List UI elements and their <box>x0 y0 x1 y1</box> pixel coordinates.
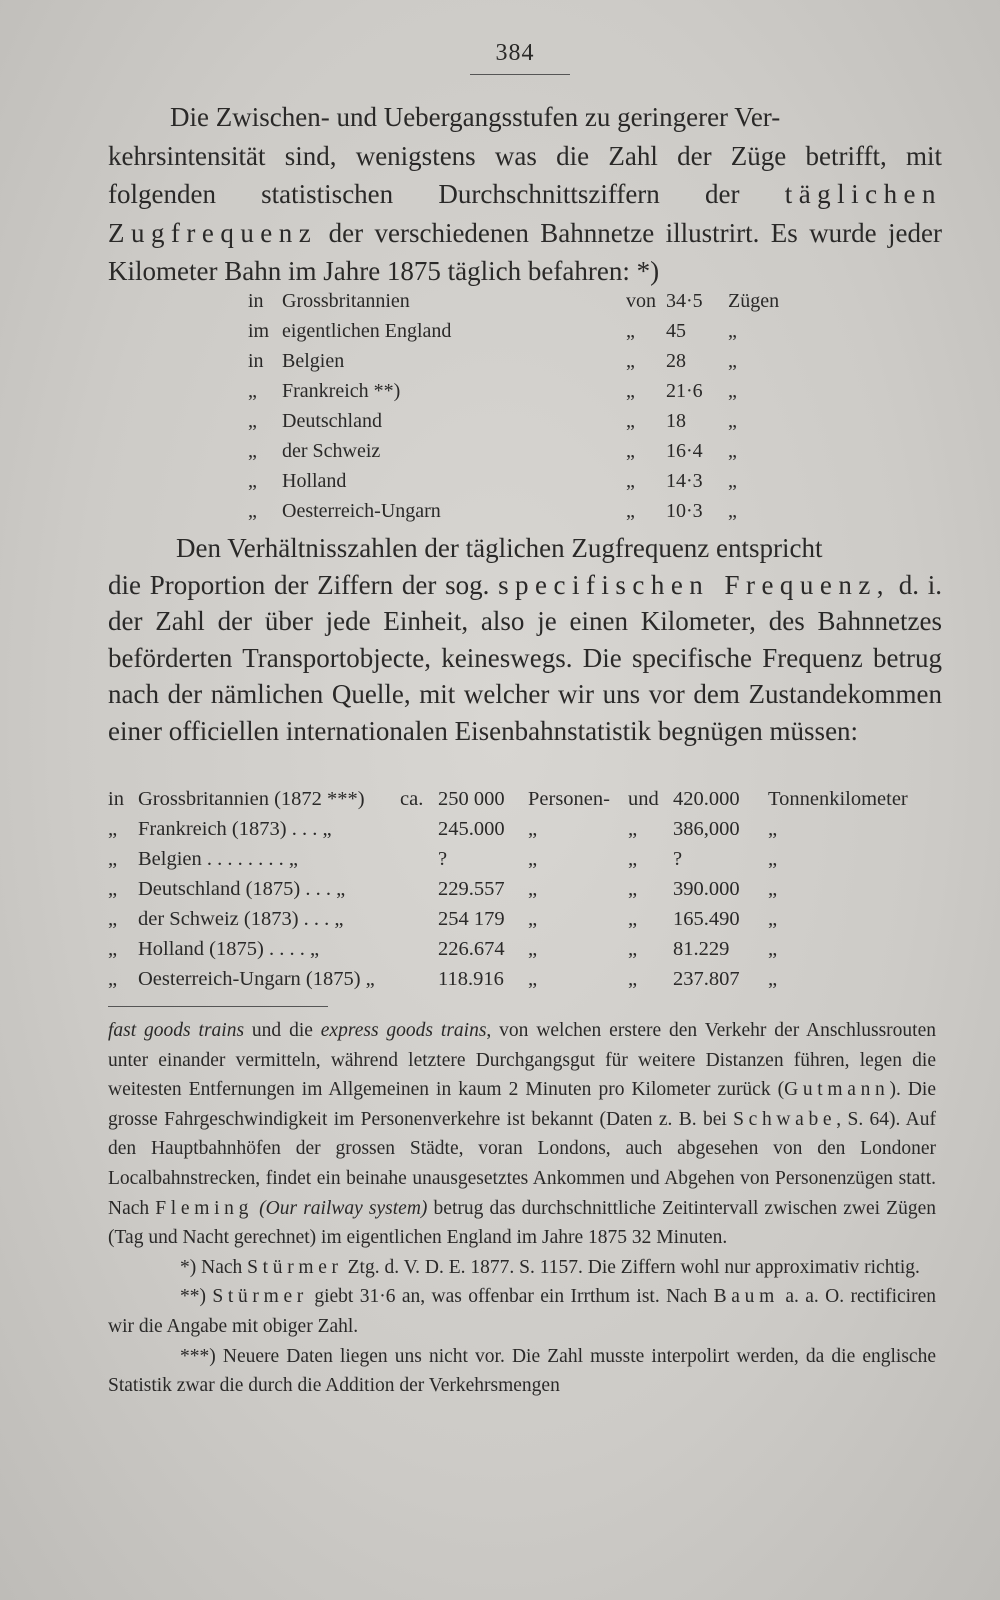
row-conjunction: „ <box>628 908 638 930</box>
daily-trains-row <box>248 470 848 500</box>
row-country: Belgien . . . . . . . . „ <box>138 848 298 870</box>
footnote-1 <box>108 1253 936 1283</box>
mid-line: welcher wir uns vor dem Zustandekommen einer officiellen <box>108 679 943 746</box>
specific-frequency-table <box>108 788 948 998</box>
intro-line: der verschiedenen Bahnnetze illustrirt. Es <box>317 217 798 248</box>
row-country: Grossbritannien <box>282 290 410 312</box>
row-persons-label: „ <box>528 938 538 960</box>
footnotes <box>108 1016 936 1401</box>
row-prefix: „ <box>248 500 257 522</box>
daily-trains-row <box>248 440 848 470</box>
daily-trains-row <box>248 320 848 350</box>
row-unit: „ <box>728 470 737 492</box>
page-number-rule <box>470 74 570 75</box>
row-tonnes-label: Tonnenkilometer <box>768 788 908 810</box>
footnote-continuation <box>108 1016 936 1253</box>
row-country: Frankreich (1873) . . . „ <box>138 818 332 840</box>
row-tonnes-label: „ <box>768 968 778 990</box>
row-prefix: „ <box>108 968 118 990</box>
row-preposition: „ <box>626 470 635 492</box>
row-country: Holland <box>282 470 347 492</box>
intro-line: Die Zwischen- und Uebergangsstufen zu geringerer Ver- <box>170 102 781 132</box>
row-persons-value: 226.674 <box>438 938 505 960</box>
footnote-author: Stürmer <box>247 1256 343 1278</box>
footnote-text: giebt 31·6 an, was offenbar ein Irrthum ist. Nach <box>307 1286 714 1308</box>
row-unit: „ <box>728 500 737 522</box>
mid-line: die Proportion der Ziffern der sog. <box>108 569 499 600</box>
row-conjunction: „ <box>628 818 638 840</box>
specific-frequency-row <box>108 788 948 818</box>
row-persons-label: „ <box>528 908 538 930</box>
daily-trains-row <box>248 290 848 320</box>
row-persons-value: 229.557 <box>438 878 505 900</box>
daily-trains-row <box>248 500 848 530</box>
row-persons-value: ? <box>438 848 448 870</box>
row-prefix: in <box>108 788 124 810</box>
row-preposition: „ <box>626 440 635 462</box>
row-tonnes-label: „ <box>768 908 778 930</box>
row-country: Frankreich **) <box>282 380 401 402</box>
specific-frequency-row <box>108 878 948 908</box>
row-value: 34·5 <box>666 290 703 312</box>
row-prefix: „ <box>248 380 257 402</box>
row-conjunction: „ <box>628 848 638 870</box>
footnote-italic: express goods trains <box>320 1020 487 1041</box>
row-value: 21·6 <box>666 380 703 402</box>
row-prefix: „ <box>108 818 118 840</box>
row-preposition: „ <box>626 350 635 372</box>
intro-line: mit folgenden statistischen Durchschnittsziffern der <box>108 140 943 209</box>
row-unit: „ <box>728 320 737 342</box>
row-prefix: „ <box>108 848 118 870</box>
row-approx: ca. <box>400 788 424 810</box>
row-preposition: „ <box>626 320 635 342</box>
row-tonnes-value: 420.000 <box>673 788 740 810</box>
row-tonnes-label: „ <box>768 878 778 900</box>
row-unit: „ <box>728 380 737 402</box>
mid-line: des Bahnnetzes beförderten Transportobjecte, keineswegs. Die <box>108 606 942 673</box>
row-country: der Schweiz <box>282 440 381 462</box>
row-persons-label: „ <box>528 848 538 870</box>
row-prefix: „ <box>108 878 118 900</box>
row-tonnes-label: „ <box>768 818 778 840</box>
row-value: 16·4 <box>666 440 703 462</box>
row-unit: „ <box>728 440 737 462</box>
row-prefix: in <box>248 290 264 312</box>
row-tonnes-value: 390.000 <box>673 878 740 900</box>
row-value: 10·3 <box>666 500 703 522</box>
mid-line: d. i. der Zahl der über jede Einheit, also je einen Kilometer, <box>108 569 942 636</box>
footnote-text: , von welchen erstere den Verkehr der Anschlussrouten unter einander vermitteln, während letztere Durchgangsgut für weitere Distanzen führen, legen die weitesten Entfernungen im Allgemeinen in kaum 2 Minuten pro Kilometer zurück ( <box>108 1020 936 1101</box>
row-value: 45 <box>666 320 686 342</box>
row-value: 28 <box>666 350 686 372</box>
row-tonnes-value: 237.807 <box>673 968 740 990</box>
daily-trains-row <box>248 350 848 380</box>
footnote-author: Fleming <box>155 1197 254 1219</box>
intro-emphasis: Zugfrequenz <box>108 217 318 248</box>
daily-trains-row <box>248 380 848 410</box>
row-tonnes-value: 81.229 <box>673 938 730 960</box>
row-persons-value: 254 179 <box>438 908 505 930</box>
daily-trains-table <box>248 290 848 530</box>
intro-paragraph <box>108 98 942 291</box>
row-prefix: im <box>248 320 270 342</box>
row-country: Oesterreich-Ungarn <box>282 500 441 522</box>
intro-emphasis: täglichen <box>784 179 942 209</box>
row-tonnes-value: ? <box>673 848 683 870</box>
row-country: Oesterreich-Ungarn (1875) „ <box>138 968 375 990</box>
row-prefix: „ <box>248 410 257 432</box>
row-prefix: „ <box>248 470 257 492</box>
row-preposition: von <box>626 290 656 312</box>
row-value: 18 <box>666 410 686 432</box>
footnote-text: a. a. O. rectificiren wir die Angabe mit obiger Zahl. <box>108 1286 936 1337</box>
footnote-italic: fast goods trains <box>108 1020 245 1041</box>
mid-emphasis: specifischen Frequenz, <box>498 569 891 600</box>
row-country: Holland (1875) . . . . „ <box>138 938 320 960</box>
row-tonnes-value: 386,000 <box>673 818 740 840</box>
footnote-author: Stürmer <box>212 1286 308 1308</box>
row-prefix: in <box>248 350 264 372</box>
footnote-author: Schwabe <box>733 1108 837 1130</box>
specific-frequency-row <box>108 818 948 848</box>
row-unit: Zügen <box>728 290 780 312</box>
row-preposition: „ <box>626 380 635 402</box>
intro-line: kehrsintensität sind, wenigstens was die Zahl der Züge betrifft, <box>108 140 887 171</box>
row-persons-label: Personen- <box>528 788 610 810</box>
row-prefix: „ <box>108 908 118 930</box>
row-country: Deutschland <box>282 410 382 432</box>
row-prefix: „ <box>108 938 118 960</box>
footnote-3: ***) Neuere Daten liegen uns nicht vor. Die Zahl musste interpolirt werden, da die englische Statistik zwar die durch die Addition der Verkehrsmengen <box>108 1345 936 1397</box>
row-unit: „ <box>728 410 737 432</box>
row-conjunction: „ <box>628 938 638 960</box>
mid-line: specifische Frequenz betrug nach der nämlichen Quelle, mit <box>108 642 942 709</box>
row-country: Belgien <box>282 350 345 372</box>
daily-trains-row <box>248 410 848 440</box>
row-persons-value: 245.000 <box>438 818 505 840</box>
footnote-rule <box>108 1006 328 1007</box>
page-number: 384 <box>495 40 535 66</box>
footnote-text: *) Nach <box>180 1256 248 1278</box>
row-value: 14·3 <box>666 470 703 492</box>
row-tonnes-label: „ <box>768 938 778 960</box>
mid-line: Den Verhältnisszahlen der täglichen Zugfrequenz entspricht <box>176 533 823 563</box>
row-conjunction: „ <box>628 878 638 900</box>
specific-frequency-row <box>108 908 948 938</box>
row-unit: „ <box>728 350 737 372</box>
row-country: Grossbritannien (1872 ***) <box>138 788 365 810</box>
specific-frequency-paragraph <box>108 530 942 749</box>
row-persons-label: „ <box>528 878 538 900</box>
specific-frequency-row <box>108 968 948 998</box>
row-tonnes-label: „ <box>768 848 778 870</box>
mid-line: internationalen Eisenbahnstatistik begnügen müssen: <box>285 715 859 746</box>
row-country: der Schweiz (1873) . . . „ <box>138 908 344 930</box>
footnote-author: Gutmann <box>784 1079 890 1101</box>
footnote-text: und die <box>244 1020 321 1041</box>
footnote-text: **) <box>180 1286 213 1308</box>
row-persons-label: „ <box>528 818 538 840</box>
specific-frequency-row <box>108 848 948 878</box>
footnote-author: Baum <box>713 1286 779 1308</box>
row-prefix: „ <box>248 440 257 462</box>
row-persons-value: 118.916 <box>438 968 504 990</box>
footnote-text: , S. 64). Auf den Hauptbahnhöfen der grossen Städte, voran Londons, auch abgesehen von den Londoner Localbahnstrecken, findet ein beinahe unausgesetztes Ankommen und Abgehen von Personenzügen statt. Nach <box>108 1108 936 1219</box>
footnote-text: Ztg. d. V. D. E. 1877. S. 1157. Die Ziffern wohl nur approximativ richtig. <box>342 1256 920 1278</box>
row-persons-label: „ <box>528 968 538 990</box>
row-conjunction: „ <box>628 968 638 990</box>
footnote-italic: (Our railway system) <box>253 1197 428 1219</box>
footnote-text: ). Die grosse Fahrgeschwindigkeit im Personenverkehre ist bekannt (Daten z. B. bei <box>108 1079 936 1130</box>
specific-frequency-row <box>108 938 948 968</box>
row-tonnes-value: 165.490 <box>673 908 740 930</box>
row-persons-value: 250 000 <box>438 788 505 810</box>
row-conjunction: und <box>628 788 659 810</box>
intro-line: wurde jeder Kilometer Bahn im Jahre 1875 täglich befahren: *) <box>108 217 943 286</box>
row-country: Deutschland (1875) . . . „ <box>138 878 346 900</box>
footnote-2 <box>108 1282 936 1341</box>
footnote-text: betrug das durchschnittliche Zeitintervall zwischen zwei Zügen (Tag und Nacht gerechnet) im eigentlichen England im Jahre 1875 32 Minuten. <box>108 1197 936 1249</box>
row-preposition: „ <box>626 410 635 432</box>
row-preposition: „ <box>626 500 635 522</box>
row-country: eigentlichen England <box>282 320 452 342</box>
